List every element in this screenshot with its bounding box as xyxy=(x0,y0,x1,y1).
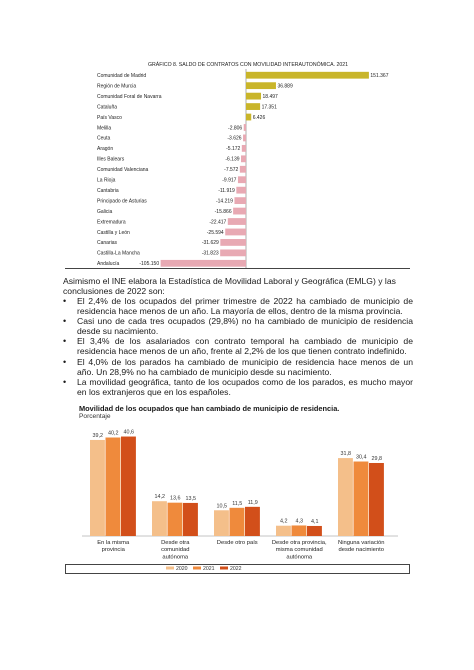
chart1-category-label: Melilla xyxy=(97,125,112,132)
chart2-value-label: 11,9 xyxy=(247,499,258,506)
chart1-value-label: 17.351 xyxy=(261,104,277,111)
chart1-category-label: Cantabria xyxy=(97,187,119,194)
chart1-value-label: -15.866 xyxy=(214,208,232,215)
chart2-title: Movilidad de los ocupados que han cambiado de municipio de residencia. xyxy=(79,404,340,413)
chart2-value-label: 30,4 xyxy=(356,454,367,461)
chart1-value-label: -9.917 xyxy=(222,177,237,184)
chart1-category-label: País Vasco xyxy=(97,114,122,121)
chart1-value-label: -31.629 xyxy=(201,240,219,247)
chart2-category-label: autónoma xyxy=(286,554,313,561)
chart1-title: GRÁFICO 8. SALDO DE CONTRATOS CON MOVILIDAD INTERAUTONÓMICA. 2021 xyxy=(147,62,349,68)
chart2-category-label: Desde otra provincia, xyxy=(271,540,327,546)
chart2-value-label: 10,5 xyxy=(216,503,227,510)
chart2-bar xyxy=(245,507,260,536)
bullet-item: • El 2,4% de los ocupados del primer trimestre de 2022 ha cambiado de municipio de residencia hace menos de un año. La mayoría de ellos, dentro de la misma provincia. xyxy=(63,296,413,316)
chart2-legend-label: 2021 xyxy=(203,566,215,573)
bullet-item: • El 4,0% de los parados ha cambiado de municipio de residencia hace menos de un año. Un 28,9% no ha cambiado de municipio desde su nacimiento. xyxy=(63,357,413,377)
chart1-value-label: -11.919 xyxy=(218,187,235,194)
chart2-value-label: 13,6 xyxy=(170,495,181,502)
chart1-category-label: Principado de Asturias xyxy=(97,198,147,205)
chart2-value-label: 40,6 xyxy=(123,429,134,436)
chart1-category-label: Ceuta xyxy=(97,135,111,142)
chart1-category-label: Illes Balears xyxy=(97,156,125,163)
chart2-bar xyxy=(214,510,229,536)
chart1-value-label: -3.626 xyxy=(227,135,242,142)
chart1-category-label: Galicia xyxy=(97,208,113,215)
chart2-bar xyxy=(121,437,136,536)
chart1-category-label: Comunidad de Madrid xyxy=(97,73,147,80)
chart2-bar xyxy=(354,462,369,536)
chart2-category-label: Desde otra xyxy=(161,540,190,546)
chart2-bar xyxy=(106,438,121,536)
chart2-bar xyxy=(369,463,384,536)
chart1-category-label: Aragón xyxy=(97,146,114,153)
chart1-value-label: -6.139 xyxy=(225,156,240,163)
chart2-bar xyxy=(183,503,198,536)
chart1-value-label: 151.367 xyxy=(370,73,389,80)
chart1-value-label: -25.594 xyxy=(206,229,224,236)
bullet-item: • El 3,4% de los asalariados con contrato temporal ha cambiado de municipio de residencia hace menos de un año, frente al 2,2% de los que tienen contrato indefinido. xyxy=(63,336,413,356)
chart2-bar xyxy=(307,526,322,536)
chart2-category-label: Ninguna variación xyxy=(338,540,385,546)
chart2-category-label: En la misma xyxy=(97,540,130,546)
chart2-legend-label: 2020 xyxy=(176,566,188,573)
intro-paragraph: Asimismo el INE elabora la Estadística de Movilidad Laboral y Geográfica (EMLG) y las conclusiones de 2022 son: xyxy=(63,276,396,297)
chart2-bottom-border xyxy=(65,564,410,574)
chart1-value-label: -31.823 xyxy=(201,250,219,257)
chart1-category-label: Andalucía xyxy=(97,261,120,268)
chart1-value-label: -5.172 xyxy=(226,146,241,153)
chart2-category-label: autónoma xyxy=(162,554,189,561)
chart2-legend-label: 2022 xyxy=(230,566,242,573)
chart2-category-label: desde nacimiento xyxy=(338,547,384,554)
chart2-bar xyxy=(152,501,167,536)
chart2-bar xyxy=(338,458,353,536)
chart2-value-label: 31,8 xyxy=(340,451,351,458)
chart2-bar xyxy=(168,503,183,536)
chart1-category-label: Castilla y León xyxy=(97,229,130,236)
chart2-bar xyxy=(292,525,307,536)
chart1-value-label: 36.889 xyxy=(277,83,293,90)
chart1-category-label: Comunidad Valenciana xyxy=(97,167,149,174)
chart2-bar xyxy=(90,440,105,536)
chart2-value-label: 40,2 xyxy=(108,430,119,437)
chart1-value-label: 6.426 xyxy=(252,114,266,121)
chart2-category-label: Desde otro país xyxy=(216,540,258,546)
chart1-value-label: -22.417 xyxy=(209,219,227,226)
chart1-category-label: Región de Murcia xyxy=(97,83,137,90)
chart2-bar xyxy=(230,508,245,536)
chart1-category-label: Castilla-La Mancha xyxy=(97,250,140,257)
chart1-category-label: Comunidad Foral de Navarra xyxy=(97,93,162,100)
chart1-value-label: 18.497 xyxy=(262,93,278,100)
bullet-item: • La movilidad geográfica, tanto de los ocupados como de los parados, es mucho mayor en los extranjeros que en los españoles. xyxy=(63,377,413,397)
chart1-value-label: -7.572 xyxy=(224,167,239,174)
chart2-value-label: 14,2 xyxy=(154,494,165,501)
chart2-value-label: 4,1 xyxy=(311,518,319,525)
chart1-value-label: -2.806 xyxy=(228,125,243,132)
chart1-category-label: La Rioja xyxy=(97,177,116,184)
chart2-value-label: 11,5 xyxy=(232,500,243,507)
chart2-value-label: 4,3 xyxy=(295,518,303,525)
chart2-category-label: provincia xyxy=(101,547,125,554)
chart2-value-label: 39,2 xyxy=(92,432,103,439)
chart2-value-label: 4,2 xyxy=(280,518,288,525)
chart2-value-label: 29,8 xyxy=(371,455,382,462)
chart2-subtitle: Porcentaje xyxy=(79,413,111,420)
bullet-item: • Casi uno de cada tres ocupados (29,8%) no ha cambiado de municipio de residencia desde su nacimiento. xyxy=(63,316,413,336)
chart2-value-label: 13,5 xyxy=(185,495,196,502)
chart2-category-label: comunidad xyxy=(161,547,190,554)
chart2-category-label: misma comunidad xyxy=(275,547,323,554)
chart1-value-label: -105.150 xyxy=(139,261,160,268)
chart2-bar xyxy=(276,526,291,536)
chart1-category-label: Canarias xyxy=(97,240,118,247)
chart1-category-label: Extremadura xyxy=(97,219,126,226)
chart1-value-label: -14.219 xyxy=(215,198,233,205)
chart1-category-label: Cataluña xyxy=(97,104,118,111)
